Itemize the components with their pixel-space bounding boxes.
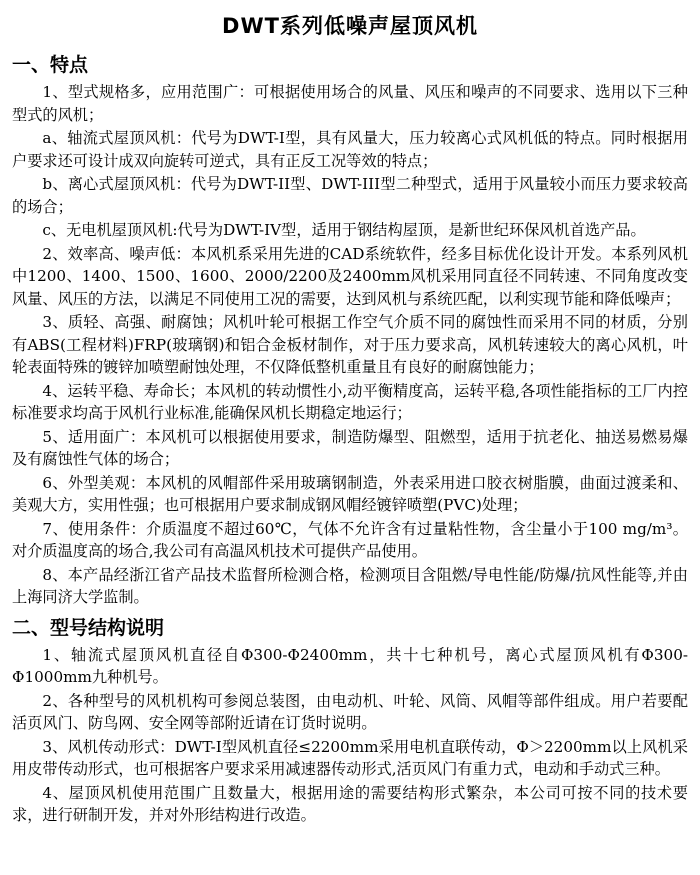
- paragraph: 1、型式规格多，应用范围广：可根据使用场合的风量、风压和噪声的不同要求、选用以下三种型式的风机；: [12, 83, 688, 124]
- paragraph: 2、效率高、噪声低：本风机系采用先进的CAD系统软件，经多目标优化设计开发。本系列风机中1200、1400、1500、1600、2000/2200及2400mm风机采用同直径不同转速、不同角度改变风量、风压的方法，以满足不同使用工况的需要，达到风机与系统匹配，以利实现节能和降低噪声；: [12, 244, 688, 308]
- paragraph: 1、轴流式屋顶风机直径自Φ300-Φ2400mm，共十七种机号，离心式屋顶风机有Φ300-Φ1000mm九种机号。: [12, 645, 688, 686]
- section-model-structure: [12, 613, 688, 827]
- paragraph: 3、风机传动形式：DWT-I型风机直径≤2200mm采用电机直联传动，Φ＞2200mm以上风机采用皮带传动形式，也可根据客户要求采用减速器传动形式,活页风门有重力式，电动和手动式三种。: [12, 737, 688, 778]
- section-features: [12, 50, 688, 609]
- paragraph: 8、本产品经浙江省产品技术监督所检测合格，检测项目含阻燃/导电性能/防爆/抗风性能等,并由上海同济大学监制。: [12, 565, 688, 606]
- paragraph: 2、各种型号的风机机构可参阅总装图，由电动机、叶轮、风筒、风帽等部件组成。用户若要配活页风门、防鸟网、安全网等部附近请在订货时说明。: [12, 691, 688, 732]
- paragraph: 6、外型美观：本风机的风帽部件采用玻璃钢制造，外表采用进口胶衣树脂膜，曲面过渡柔和、美观大方，实用性强；也可根据用户要求制成钢风帽经镀锌喷塑(PVC)处理；: [12, 473, 688, 514]
- paragraph: 7、使用条件：介质温度不超过60℃，气体不允许含有过量粘性物，含尘量小于100 mg/m³。对介质温度高的场合,我公司有高温风机技术可提供产品使用。: [12, 519, 688, 560]
- paragraph: b、离心式屋顶风机：代号为DWT-II型、DWT-III型二种型式，适用于风量较小而压力要求较高的场合；: [12, 175, 688, 216]
- section-heading-model-structure: 二、型号结构说明: [12, 616, 165, 639]
- paragraph: 3、质轻、高强、耐腐蚀；风机叶轮可根据工作空气介质不同的腐蚀性而采用不同的材质，分别有ABS(工程材料)FRP(玻璃钢)和铝合金板材制作，对于压力要求高，风机转速较大的离心风机，叶轮表面特殊的镀锌加喷塑耐蚀处理，不仅降低整机重量且有良好的耐腐蚀能力；: [12, 313, 688, 376]
- paragraph: a、轴流式屋顶风机：代号为DWT-I型，具有风量大，压力较离心式风机低的特点。同时根据用户要求还可设计成双向旋转可逆式，具有正反工况等效的特点；: [12, 129, 688, 170]
- paragraph: 5、适用面广：本风机可以根据使用要求，制造防爆型、阻燃型，适用于抗老化、抽送易燃易爆及有腐蚀性气体的场合；: [12, 427, 688, 468]
- paragraph: 4、运转平稳、寿命长；本风机的转动惯性小,动平衡精度高，运转平稳,各项性能指标的工厂内控标准要求均高于风机行业标准,能确保风机长期稳定地运行；: [12, 381, 688, 422]
- page-title: DWT系列低噪声屋顶风机: [222, 14, 478, 38]
- section-heading-features: 一、特点: [12, 54, 89, 76]
- paragraph: 4、屋顶风机使用范围广且数量大，根据用途的需要结构形式繁杂，本公司可按不同的技术要求，进行研制开发，并对外形结构进行改造。: [12, 783, 688, 824]
- paragraph: c、无电机屋顶风机:代号为DWT-IV型，适用于钢结构屋顶，是新世纪环保风机首选产品。: [42, 221, 646, 239]
